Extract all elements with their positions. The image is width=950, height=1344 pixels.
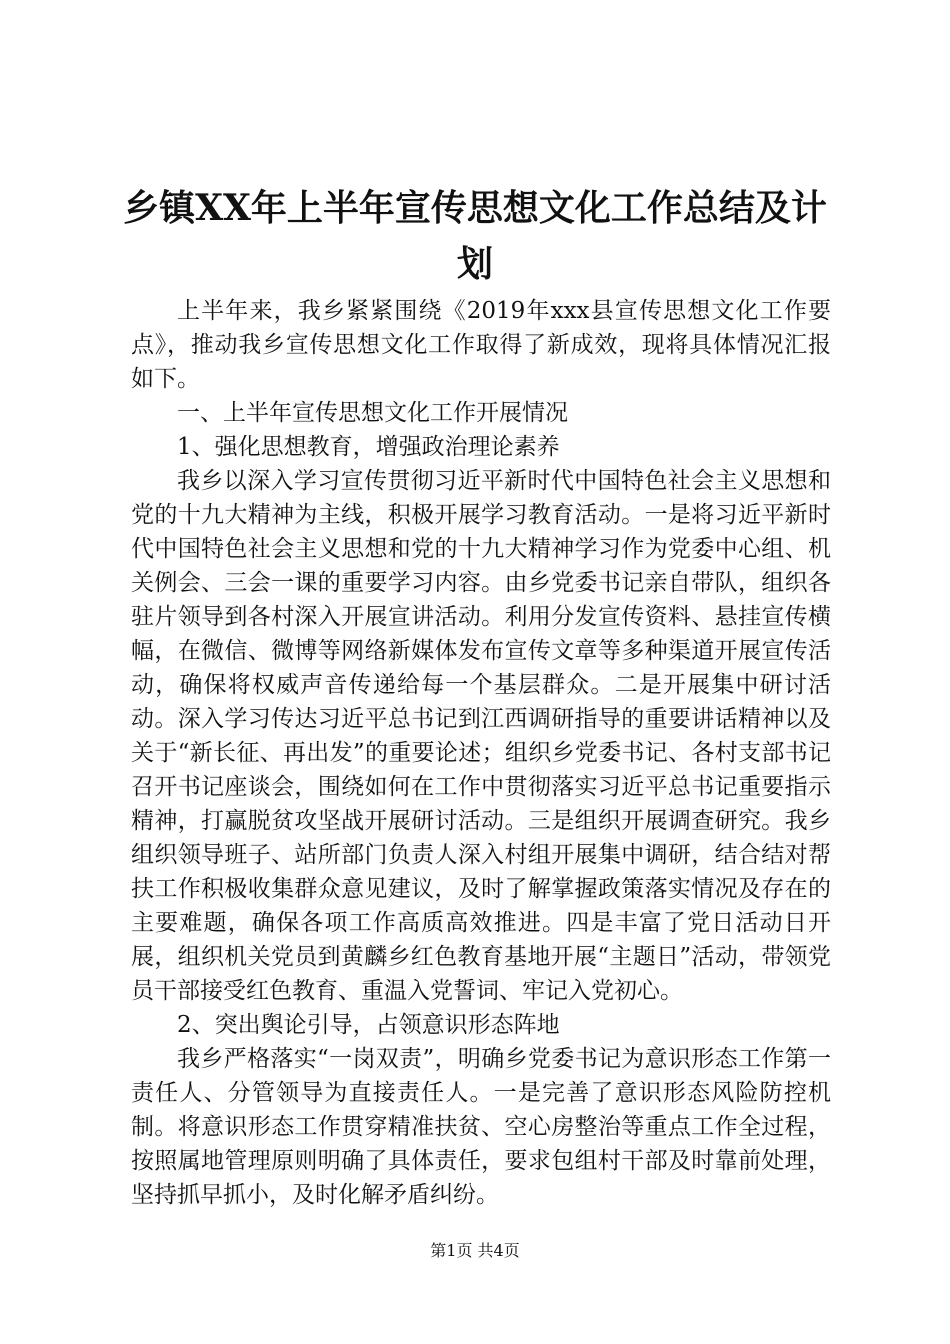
- body-paragraph: 我乡严格落实“一岗双责”，明确乡党委书记为意识形态工作第一责任人、分管领导为直接责任人。一是完善了意识形态风险防控机制。将意识形态工作贯穿精准扶贫、空心房整治等重点工作全过程，按照属地管理原则明确了具体责任，要求包组村干部及时靠前处理，坚持抓早抓小，及时化解矛盾纠纷。: [131, 1046, 831, 1208]
- page-footer: 第1页 共4页: [430, 1241, 520, 1260]
- subsection-heading: 2、突出舆论引导，占领意识形态阵地: [177, 1012, 560, 1038]
- section-heading: 一、上半年宣传思想文化工作开展情况: [177, 400, 568, 426]
- subsection-heading: 1、强化思想教育，增强政治理论素养: [177, 434, 560, 460]
- intro-paragraph: 上半年来，我乡紧紧围绕《2019年xxx县宣传思想文化工作要点》，推动我乡宣传思想文化工作取得了新成效，现将具体情况汇报如下。: [131, 298, 831, 392]
- body-paragraph: 我乡以深入学习宣传贯彻习近平新时代中国特色社会主义思想和党的十九大精神为主线，积极开展学习教育活动。一是将习近平新时代中国特色社会主义思想和党的十九大精神学习作为党委中心组、机关例会、三会一课的重要学习内容。由乡党委书记亲自带队，组织各驻片领导到各村深入开展宣讲活动。利用分发宣传资料、悬挂宣传横幅，在微信、微博等网络新媒体发布宣传文章等多种渠道开展宣传活动，确保将权威声音传递给每一个基层群众。二是开展集中研讨活动。深入学习传达习近平总书记到江西调研指导的重要讲话精神以及关于“新长征、再出发”的重要论述；组织乡党委书记、各村支部书记召开书记座谈会，围绕如何在工作中贯彻落实习近平总书记重要指示精神，打赢脱贫攻坚战开展研讨活动。三是组织开展调查研究。我乡组织领导班子、站所部门负责人深入村组开展集中调研，结合结对帮扶工作积极收集群众意见建议，及时了解掌握政策落实情况及存在的主要难题，确保各项工作高质高效推进。四是丰富了党日活动日开展，组织机关党员到黄麟乡红色教育基地开展“主题日”活动，带领党员干部接受红色教育、重温入党誓词、牢记入党初心。: [131, 468, 831, 1004]
- document-body: [131, 294, 831, 1212]
- document-title: 乡镇XX年上半年宣传思想文化工作总结及计划: [123, 187, 827, 285]
